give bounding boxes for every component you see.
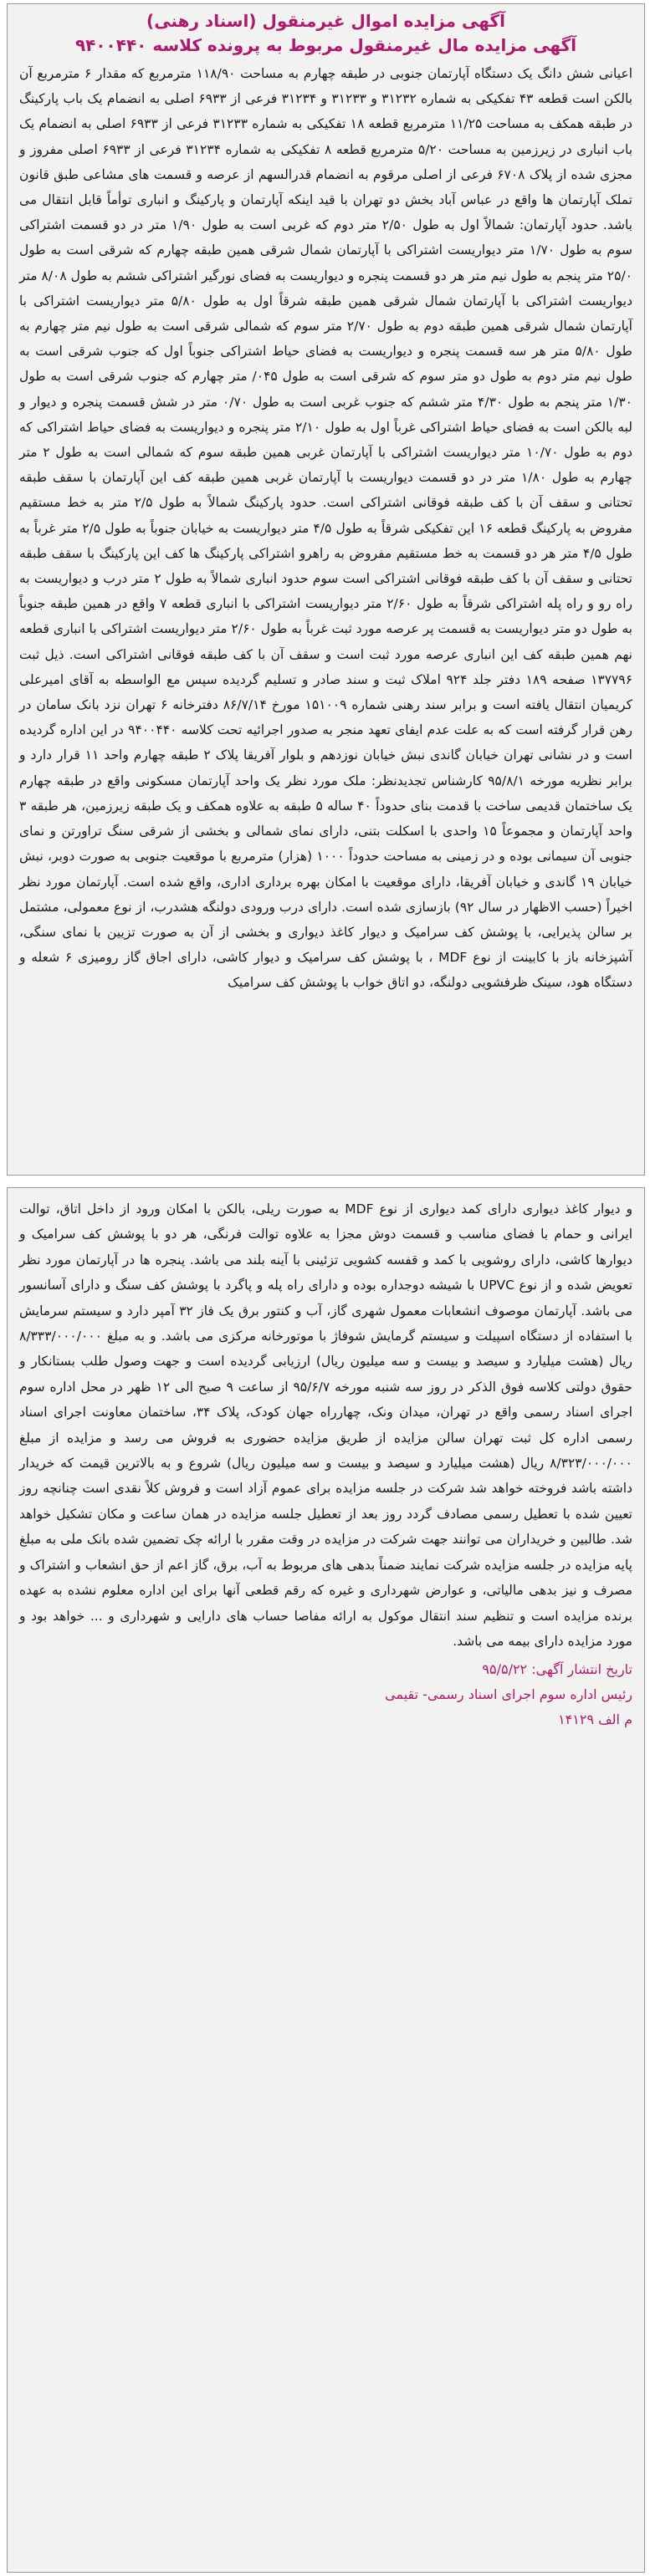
notice-subheadline: آگهی مزایده مال غیرمنقول مربوط به پرونده کلاسه ۹۴۰۰۴۴۰ — [74, 35, 577, 55]
notice-top-content — [19, 9, 632, 1168]
notice-headline: آگهی مزایده اموال غیرمنقول (اسناد رهنی) — [146, 11, 505, 31]
notice-footer — [19, 1657, 632, 1732]
notice-clipping-bottom — [7, 1187, 645, 2573]
publish-date: تاریخ انتشار آگهی: ۹۵/۵/۲۲ — [482, 1661, 632, 1678]
notice-code: م الف ۱۴۱۲۹ — [558, 1711, 632, 1728]
signature: رئیس اداره سوم اجرای اسناد رسمی- تقیمی — [385, 1686, 632, 1703]
notice-bottom-content — [19, 1196, 632, 2563]
notice-clipping-top — [7, 3, 645, 1176]
notice-body-part1: اعیانی شش دانگ یک دستگاه آپارتمان جنوبی در طبقه چهارم به مساحت ۱۱۸/۹۰ مترمربع که مقدار ۶ مترمربع آن بالکن است قطعه ۴۳ تفکیکی به شماره ۳۱۲۳۲ و ۳۱۲۳۳ و ۳۱۲۳۴ فرعی از ۶۹۳۳ اصلی به انضمام یک باب پارکینگ در طبقه همکف به مساحت ۱۱/۲۵ مترمربع قطعه ۱۸ تفکیکی به شماره ۳۱۲۳۳ فرعی از ۶۹۳۳ اصلی به انضمام یک باب انباری در زیرزمین به مساحت ۵/۲۰ مترمربع قطعه ۸ تفکیکی به شماره ۳۱۲۳۴ فرعی از ۶۹۳۳ اصلی مفروز و مجزی شده از پلاک ۶۷۰۸ فرعی از اصلی مرقوم به انضمام قدرالسهم از عرصه و قسمت های مشاعی طبق قانون تملک آپارتمان ها واقع در عباس آباد بخش دو تهران با قید اینکه آپارتمان و پارکینگ و انباری توأماً قابل انتقال می باشد. حدود آپارتمان: شمالاً اول به طول ۲/۵۰ متر دوم که غربی است به طول ۱/۹۰ متر در دو قسمت اشتراکی سوم به طول ۱/۷۰ متر دیواریست اشتراکی با آپارتمان شمال شرقی همین طبقه چهارم که شرقی است به طول ۲۵/۰ متر پنجم به طول نیم متر هر دو قسمت پنجره و دیواریست به فضای نورگیر اشتراکی ششم به طول ۸/۰۸ متر دیواریست اشتراکی با آپارتمان شمال شرقی همین طبقه شرقاً اول به طول ۵/۸۰ متر دیواریست اشتراکی با آپارتمان شمال شرقی همین طبقه دوم به طول ۲/۷۰ متر سوم که شمالی شرقی است به طول نیم متر چهارم به طول ۵/۸۰ متر هر سه قسمت پنجره و دیواریست به فضای حیاط اشتراکی جنوباً اول که جنوب شرقی است به طول نیم متر دوم به طول دو متر سوم که شرقی است به طول ۰۴۵/ متر چهارم که جنوب شرقی است به طول ۱/۳۰ متر پنجم به طول ۴/۳۰ متر ششم که جنوب غربی است به طول ۰/۷۰ متر در شش قسمت پنجره و دیوار و لبه بالکن است به فضای حیاط اشتراکی غرباً اول به طول ۲/۱۰ متر پنجره و دیواریست به فضای حیاط اشتراکی که دوم به طول ۱۰/۷۰ متر دیواریست اشتراکی با آپارتمان غربی همین طبقه سوم که شمالی است به طول ۲ متر چهارم به طول ۱/۸۰ متر در دو قسمت دیواریست با آپارتمان غربی همین طبقه کف این آپارتمان با سقف طبقه تحتانی و سقف آن با کف طبقه فوقانی اشتراکی است. حدود پارکینگ شمالاً به طول ۲/۵ متر به خط مستقیم مفروض به پارکینگ قطعه ۱۶ این تفکیکی شرقاً به طول ۴/۵ متر دیواریست به خیابان جنوباً به طول ۲/۵ متر غرباً به طول ۴/۵ متر هر دو قسمت به خط مستقیم مفروض به راهرو اشتراکی پارکینگ ها کف این پارکینگ با سقف طبقه تحتانی و سقف آن با کف طبقه فوقانی اشتراکی است سوم حدود انباری شمالاً به طول ۲ متر درب و دیواریست به راه رو و راه پله اشتراکی شرقاً به طول ۲/۶۰ متر دیواریست اشتراکی با انباری قطعه ۷ واقع در همین طبقه جنوباً به طول دو متر دیواریست به قسمت پر عرصه مورد ثبت غرباً به طول ۲/۶۰ متر دیواریست اشتراکی با انباری قطعه نهم همین طبقه کف این انباری عرصه مورد ثبت است و سقف آن با کف طبقه فوقانی اشتراکی است. ذیل ثبت ۱۳۷۷۹۶ صفحه ۱۸۹ دفتر جلد ۹۲۴ املاک ثبت و سند صادر و تسلیم گردیده سپس مع الواسطه به آقای امیرعلی کریمیان انتقال یافته است و برابر سند رهنی شماره ۱۵۱۰۰۹ مورخ ۸۶/۷/۱۴ دفترخانه ۶ تهران نزد بانک سامان در رهن قرار گرفته است که به علت عدم ایفای تعهد منجر به صدور اجرائیه تحت کلاسه ۹۴۰۰۴۴۰ در این اداره گردیده است و در نشانی تهران خیابان گاندی نبش خیابان نوزدهم و بلوار آفریقا پلاک ۲ طبقه چهارم واحد ۱۱ قرار دارد و برابر نظریه مورخه ۹۵/۸/۱ کارشناس تجدیدنظر: ملک مورد نظر یک واحد آپارتمان مسکونی واقع در طبقه چهارم یک ساختمان قدیمی ساخت با قدمت بنای حدوداً ۴۰ ساله ۵ طبقه به علاوه همکف و یک طبقه زیرزمین، هر طبقه ۳ واحد آپارتمان و مجموعاً ۱۵ واحدی با اسکلت بتنی، دارای نمای شمالی و بخشی از شرقی سنگ تراورتن و نمای جنوبی آن سیمانی بوده و در زمینی به مساحت حدوداً ۱۰۰۰ (هزار) مترمربع با موقعیت جنوبی به صورت دوبر، نبش خیابان ۱۹ گاندی و خیابان آفریقا، دارای موقعیت با امکان بهره برداری اداری، واقع شده است. آپارتمان مورد نظر اخیراً (حسب الاظهار در سال ۹۲) بازسازی شده است. دارای درب ورودی دولنگه هشدرب، از نوع معمولی، مشتمل بر سالن پذیرایی، با پوشش کف سرامیک و دیوار کاغذ دیواری و بخشی از آن به صورت تزیین با نمای سنگی، آشپزخانه باز با کابینت از نوع MDF ، با پوشش کف سرامیک و دیوار کاشی، دارای اجاق گاز رومیزی ۶ شعله و دستگاه هود، سینک ظرفشویی دولنگه، دو اتاق خواب با پوشش کف سرامیک — [19, 66, 633, 991]
notice-body-part2: و دیوار کاغذ دیواری دارای کمد دیواری از نوع MDF به صورت ریلی، بالکن با امکان ورود از داخل اتاق، توالت ایرانی و حمام با فضای مناسب و قسمت دوش مجزا به علاوه توالت فرنگی، هر دو با پوشش کف سرامیک و دیوارها کاشی، دارای روشویی با کمد و قفسه کشویی تزئینی با آینه بلند می باشد. پنجره ها در آپارتمان مورد نظر تعویض شده و از نوع UPVC با شیشه دوجداره بوده و دارای راه پله و پاگرد با پوشش کف سنگ و دارای آسانسور می باشد. آپارتمان موصوف انشعابات معمول شهری گاز، آب و کنتور برق یک فاز ۳۲ آمپر دارد و سیستم سرمایش با استفاده از دستگاه اسپیلت و سیستم گرمایش شوفاژ با موتورخانه مرکزی می باشد. و به مبلغ ۸/۳۳۳/۰۰۰/۰۰۰ ریال (هشت میلیارد و سیصد و بیست و سه میلیون ریال) ارزیابی گردیده است و جهت وصول طلب بستانکار و حقوق دولتی کلاسه فوق الذکر در روز سه شنبه مورخه ۹۵/۶/۷ از ساعت ۹ صبح الی ۱۲ ظهر در محل اداره سوم اجرای اسناد رسمی واقع در تهران، میدان ونک، چهارراه جهان کودک، پلاک ۳۴، ساختمان معاونت اجرای اسناد رسمی اداره کل ثبت تهران سالن مزایده از طریق مزایده حضوری به فروش می رسد و مزایده از مبلغ ۸/۳۲۳/۰۰۰/۰۰۰ ریال (هشت میلیارد و سیصد و بیست و سه میلیون ریال) شروع و به بالاترین قیمت که خریدار داشته باشد فروخته خواهد شد شرکت در جلسه مزایده برای عموم آزاد است و فروش کلاً نقدی است چنانچه روز تعیین شده با تعطیل رسمی مصادف گردد روز بعد از تعطیل جلسه مزایده در همان ساعت و مکان تشکیل خواهد شد. طالبین و خریداران می توانند جهت شرکت در مزایده در وقت مقرر با ارائه چک تضمین شده بانک ملی به مبلغ پایه مزایده در جلسه مزایده شرکت نمایند ضمناً بدهی های مربوط به آب، برق، گاز اعم از حق انشعاب و اشتراک و مصرف و نیز بدهی مالیاتی، و عوارض شهرداری و غیره که رقم قطعی آنها برای این اداره معلوم نشده به عهده برنده مزایده است و تنظیم سند انتقال موکول به ارائه مفاصا حساب های دارایی و شهرداری و ... خواهد بود و مورد مزایده دارای بیمه می باشد. — [19, 1201, 633, 1649]
